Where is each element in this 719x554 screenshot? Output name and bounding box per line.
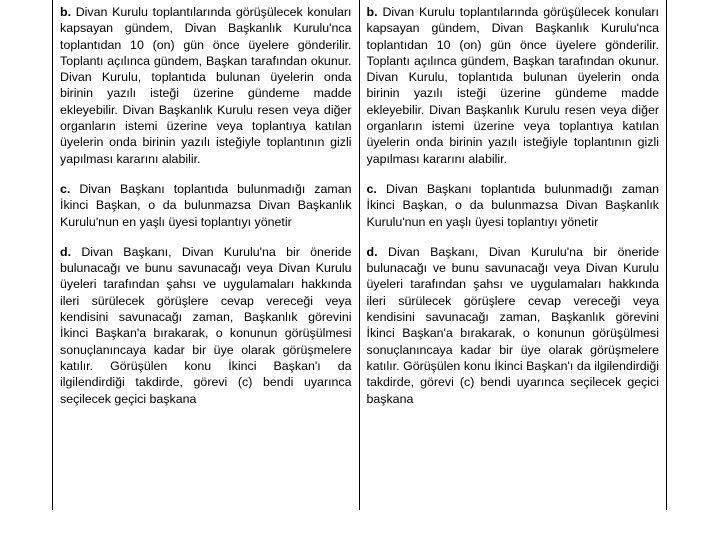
paragraph-c-text: Divan Başkanı toplantıda bulunmadığı zaman İkinci Başkan, o da bulunmazsa Divan Başkanlık Kurulu'nun en yaşlı üyesi toplantıyı yönetir <box>366 181 659 229</box>
paragraph-c-text: Divan Başkanı toplantıda bulunmadığı zaman İkinci Başkan, o da bulunmazsa Divan Başkanlık Kurulu'nun en yaşlı üyesi toplantıyı yönetir <box>60 181 352 229</box>
paragraph-b <box>367 4 660 167</box>
paragraph-b-text: Divan Kurulu toplantılarında görüşülecek konuları kapsayan gündem, Divan Başkanlık Kurulu'nca toplantıdan 10 (on) gün önce üyelere gönderilir. Toplantı açılınca gündem, Başkan tarafından okunur. Divan Kurulu, toplantıda bulunan üyelerin onda birinin yazılı isteği üzerine gündeme madde ekleyebilir. Divan Başkanlık Kurulu resen veya diğer organların istemi üzerine veya toplantıya katılan üyelerin onda birinin yazılı isteğiyle toplantının gizli yapılması kararını alabilir. <box>366 5 659 166</box>
paragraph-c <box>60 181 352 230</box>
two-column-table <box>52 0 667 510</box>
paragraph-b-lead: b. <box>60 5 72 19</box>
paragraph-c-lead: c. <box>366 181 377 196</box>
table-cell-right <box>360 0 667 510</box>
paragraph-d-text: Divan Başkanı, Divan Kurulu'na bir öneride bulunacağı ve bunu savunacağı veya Divan Kurulu üyeleri tarafından şahsı ve uygulamaları hakkında ileri sürülecek görüşlere cevap vereceği veya kendisini savunacağı zaman, Başkanlık görevini İkinci Başkan'a bırakarak, o konunun görüşülmesi sonuçlanıncaya kadar bir üye olarak görüşmelere katılır. Görüşülen konu İkinci Başkan'ı da ilgilendirdiği takdirde, görevi (c) bendi uyarınca seçilecek geçici başkana <box>366 244 659 406</box>
paragraph-c <box>367 181 660 230</box>
paragraph-d-text: Divan Başkanı, Divan Kurulu'na bir öneride bulunacağı ve bunu savunacağı veya Divan Kurulu üyeleri tarafından şahsı ve uygulamaları hakkında ileri sürülecek görüşlere cevap vereceği veya kendisini savunacağı zaman, Başkanlık görevini İkinci Başkan'a bırakarak, o konunun görüşülmesi sonuçlanıncaya kadar bir üye olarak görüşmelere katılır. Görüşülen konu İkinci Başkan'ı da ilgilendirdiği takdirde, görevi (c) bendi uyarınca seçilecek geçici başkana <box>60 244 352 406</box>
paragraph-d-lead: d. <box>366 244 378 259</box>
paragraph-b-lead: b. <box>366 5 378 19</box>
table-cell-left <box>53 0 360 510</box>
paragraph-c-lead: c. <box>60 181 71 196</box>
paragraph-b <box>60 4 352 167</box>
paragraph-d <box>367 244 660 407</box>
paragraph-d-lead: d. <box>60 244 72 259</box>
paragraph-b-text: Divan Kurulu toplantılarında görüşülecek konuları kapsayan gündem, Divan Başkanlık Kurulu'nca toplantıdan 10 (on) gün önce üyelere gönderilir. Toplantı açılınca gündem, Başkan tarafından okunur. Divan Kurulu, toplantıda bulunan üyelerin onda birinin yazılı isteği üzerine gündeme madde ekleyebilir. Divan Başkanlık Kurulu resen veya diğer organların istemi üzerine veya toplantıya katılan üyelerin onda birinin yazılı isteğiyle toplantının gizli yapılması kararını alabilir. <box>60 5 352 166</box>
paragraph-d <box>60 244 352 407</box>
